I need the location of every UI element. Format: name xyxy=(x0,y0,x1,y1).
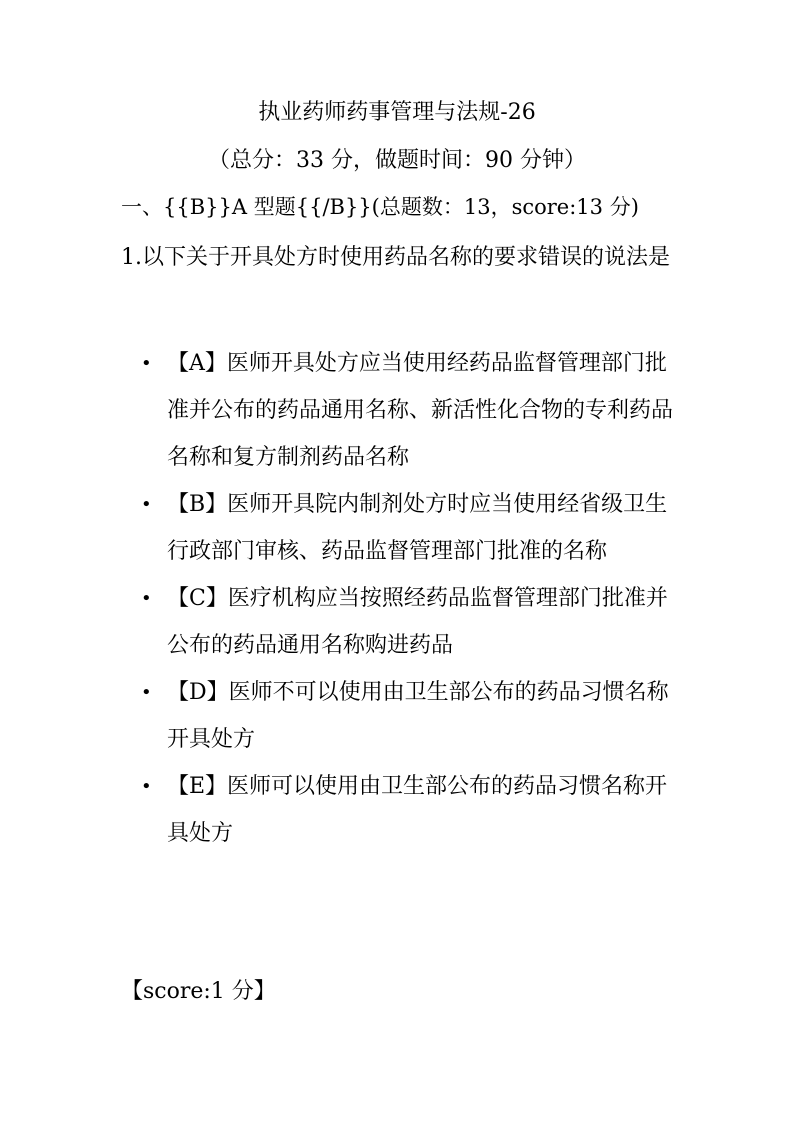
option-b[interactable] xyxy=(121,481,681,575)
option-e[interactable] xyxy=(121,763,681,857)
option-text: 【E】医师可以使用由卫生部公布的药品习惯名称开具处方 xyxy=(167,774,668,846)
answer-options xyxy=(121,340,681,857)
bullet-icon: • xyxy=(141,776,152,797)
question-text: 1.以下关于开具处方时使用药品名称的要求错误的说法是 xyxy=(121,245,670,270)
question-score: 【score:1 分】 xyxy=(121,979,276,1004)
bullet-icon: • xyxy=(141,494,152,515)
bullet-icon: • xyxy=(141,682,152,703)
option-text: 【A】医师开具处方应当使用经药品监督管理部门批准并公布的药品通用名称、新活性化合物的专利药品名称和复方制剂药品名称 xyxy=(167,351,674,470)
section-heading: 一、{{B}}A 型题{{/B}}(总题数：13，score:13 分) xyxy=(121,195,639,219)
bullet-icon: • xyxy=(141,353,152,374)
option-a[interactable] xyxy=(121,340,681,481)
bullet-icon: • xyxy=(141,588,152,609)
option-text: 【B】医师开具院内制剂处方时应当使用经省级卫生行政部门审核、药品监督管理部门批准的名称 xyxy=(167,492,668,564)
document-title: 执业药师药事管理与法规-26 xyxy=(258,100,536,125)
option-text: 【D】医师不可以使用由卫生部公布的药品习惯名称开具处方 xyxy=(167,680,669,752)
option-text: 【C】医疗机构应当按照经药品监督管理部门批准并公布的药品通用名称购进药品 xyxy=(167,586,668,658)
option-d[interactable] xyxy=(121,669,681,763)
option-c[interactable] xyxy=(121,575,681,669)
exam-info: （总分：33 分，做题时间：90 分钟） xyxy=(208,148,586,173)
